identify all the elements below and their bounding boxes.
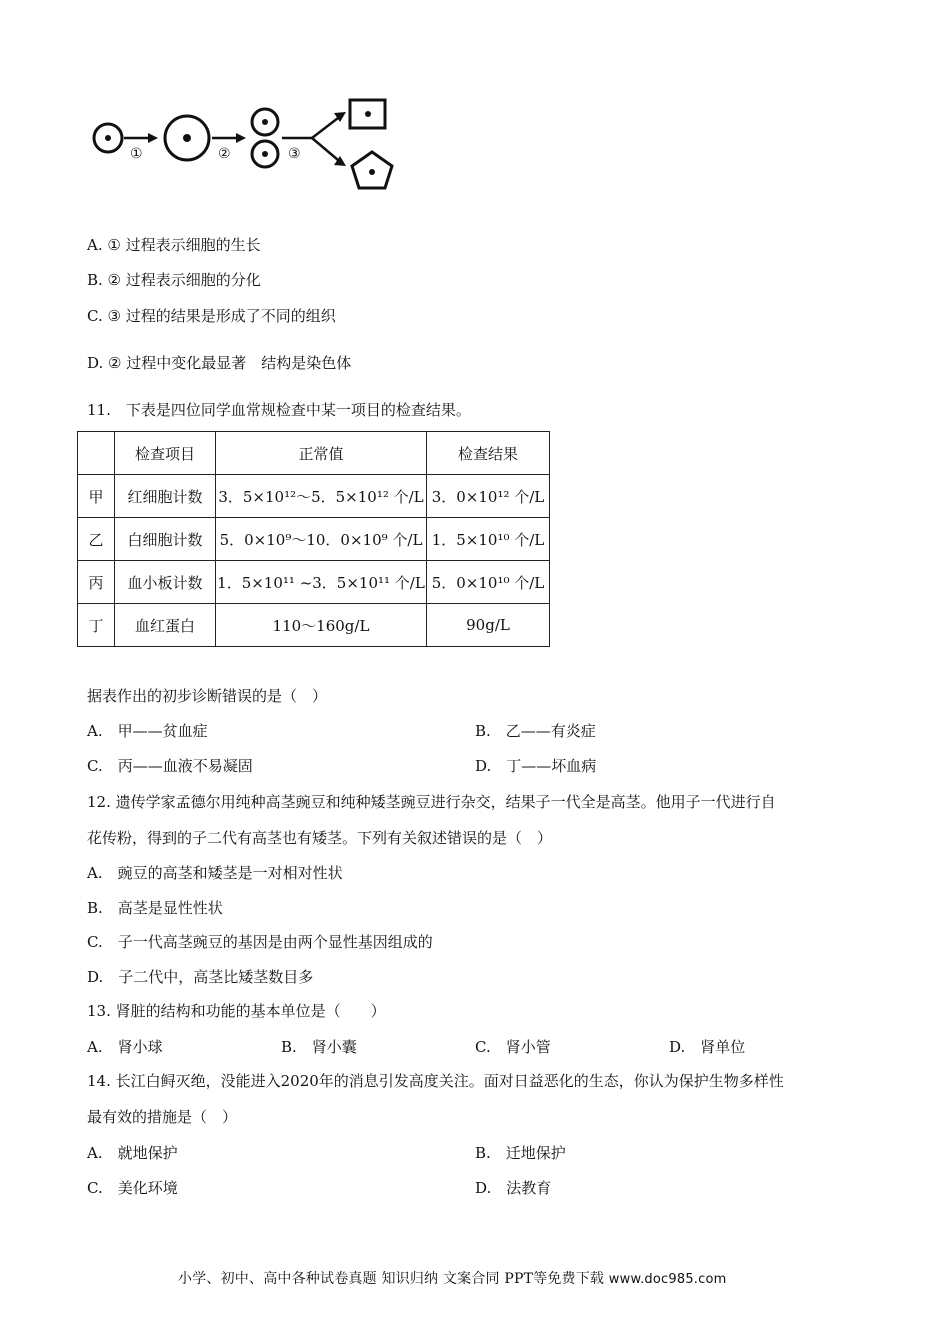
q14-option-b: B. 迁地保护 <box>475 1144 566 1162</box>
q14-option-a: A. 就地保护 <box>87 1144 178 1162</box>
row-normal: 3．5×10¹²～5．5×10¹² 个/L <box>216 475 427 518</box>
row-person: 丁 <box>78 604 115 647</box>
cell-process-figure <box>80 92 410 202</box>
q13-option-b: B. 肾小囊 <box>281 1038 357 1056</box>
q13-option-c: C. 肾小管 <box>475 1038 551 1056</box>
row-person: 甲 <box>78 475 115 518</box>
row-result: 5．0×10¹⁰ 个/L <box>427 561 550 604</box>
step-label-2: ② <box>218 146 231 162</box>
step-label-3: ③ <box>288 146 301 162</box>
header-cell-blank <box>78 432 115 475</box>
header-cell-result: 检查结果 <box>427 432 550 475</box>
row-normal: 1．5×10¹¹ ~3．5×10¹¹ 个/L <box>216 561 427 604</box>
q10-option-b: B. ② 过程表示细胞的分化 <box>87 271 261 289</box>
q13-option-a: A. 肾小球 <box>87 1038 163 1056</box>
q10-option-d: D. ② 过程中变化最显著 结构是染色体 <box>87 354 352 372</box>
q12-option-a: A. 豌豆的高茎和矮茎是一对相对性状 <box>87 864 343 882</box>
q10-option-c: C. ③ 过程的结果是形成了不同的组织 <box>87 307 336 325</box>
header-cell-normal: 正常值 <box>216 432 427 475</box>
q11-option-b: B. 乙——有炎症 <box>475 722 596 740</box>
q11-stem: 11. 下表是四位同学血常规检查中某一项目的检查结果。 <box>87 401 471 419</box>
footer-text: 小学、初中、高中各种试卷真题 知识归纳 文案合同 PPT等免费下载 <box>178 1271 605 1287</box>
row-person: 丙 <box>78 561 115 604</box>
footer-url[interactable]: www.doc985.com <box>608 1272 727 1287</box>
header-cell-item: 检查项目 <box>115 432 216 475</box>
q11-option-a: A. 甲——贫血症 <box>87 722 208 740</box>
q13-option-d: D. 肾单位 <box>669 1038 746 1056</box>
q12-option-b: B. 高茎是显性性状 <box>87 899 223 917</box>
row-normal: 110～160g/L <box>216 604 427 647</box>
q14-stem-line1: 14. 长江白鲟灭绝，没能进入2020年的消息引发高度关注。面对日益恶化的生态，你认为保护生物多样性 <box>87 1072 784 1090</box>
row-item: 血小板计数 <box>115 561 216 604</box>
table-row <box>78 561 550 604</box>
row-result: 1．5×10¹⁰ 个/L <box>427 518 550 561</box>
step-label-1: ① <box>130 146 143 162</box>
q14-stem-line2: 最有效的措施是（ ） <box>87 1108 238 1126</box>
table-row <box>78 518 550 561</box>
table-header-row <box>78 432 550 475</box>
cell-diagram <box>80 92 410 202</box>
q10-option-a: A. ① 过程表示细胞的生长 <box>87 236 261 254</box>
row-item: 红细胞计数 <box>115 475 216 518</box>
q12-option-c: C. 子一代高茎豌豆的基因是由两个显性基因组成的 <box>87 933 433 951</box>
q12-stem-line2: 花传粉，得到的子二代有高茎也有矮茎。下列有关叙述错误的是（ ） <box>87 829 553 847</box>
q11-prompt: 据表作出的初步诊断错误的是（ ） <box>87 687 328 705</box>
row-normal: 5．0×10⁹～10．0×10⁹ 个/L <box>216 518 427 561</box>
q12-option-d: D. 子二代中，高茎比矮茎数目多 <box>87 968 314 986</box>
q14-option-d: D. 法教育 <box>475 1179 552 1197</box>
q12-stem-line1: 12. 遗传学家孟德尔用纯种高茎豌豆和纯种矮茎豌豆进行杂交，结果子一代全是高茎。他用子一代进行自 <box>87 793 776 811</box>
row-item: 血红蛋白 <box>115 604 216 647</box>
row-result: 3．0×10¹² 个/L <box>427 475 550 518</box>
q13-stem: 13. 肾脏的结构和功能的基本单位是（ ） <box>87 1002 386 1020</box>
table-row <box>78 475 550 518</box>
row-person: 乙 <box>78 518 115 561</box>
row-item: 白细胞计数 <box>115 518 216 561</box>
table-row <box>78 604 550 647</box>
q11-option-d: D. 丁——坏血病 <box>475 757 597 775</box>
page-footer <box>178 1268 727 1288</box>
q11-option-c: C. 丙——血液不易凝固 <box>87 757 253 775</box>
blood-test-table <box>77 431 550 647</box>
q14-option-c: C. 美化环境 <box>87 1179 178 1197</box>
row-result: 90g/L <box>427 604 550 647</box>
